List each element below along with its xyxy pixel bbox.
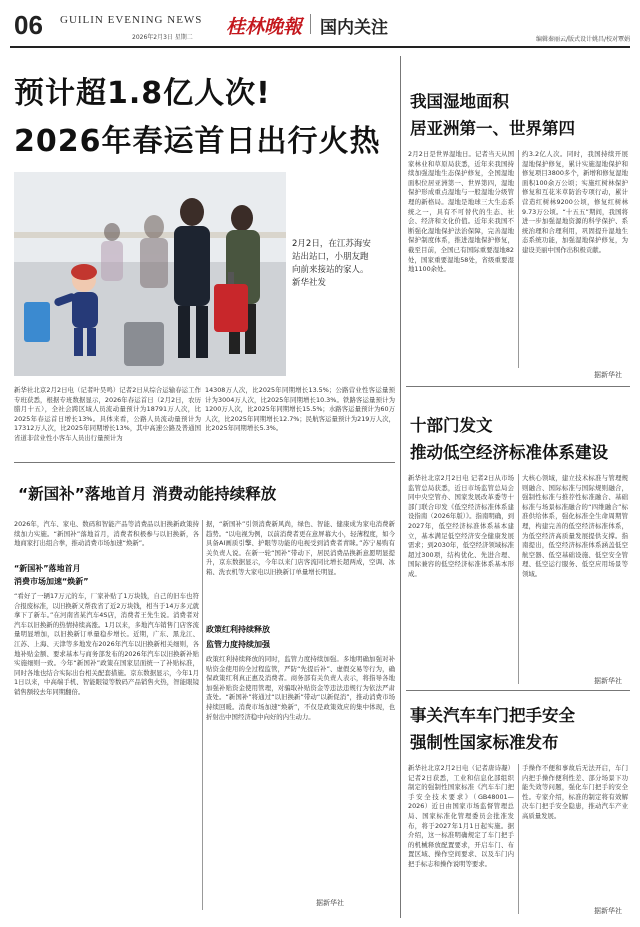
paper-name: GUILIN EVENING NEWS [60,14,203,26]
drone-headline-2: 推动低空经济标准体系建设 [410,443,608,462]
xinbu-subhead-2b: 监管力度持续加强 [206,640,270,649]
lead-photo [14,172,286,376]
xinbu-subhead-1b: 消费市场加速“焕新” [14,577,89,586]
xinbu-col1-intro: 2026年，汽车、家电、数码和智能产品等消费品以旧换新政策持续加力实施。“新国补”落地首月，消费者积极参与以旧换新，各地商家打出组合拳，推动消费市场加速“焕新”。 [14,520,199,548]
xinbu-subhead-1: “新国补”落地首月 [14,564,81,573]
lead-body-right: 14308万人次，比2025年同期增长13.5%；公路营业性客运量预计为3004万人次，比2025年同期增长10.3%。铁路客运量预计为1200万人次，比2025年同期增长15.5%；水路客运量预计为60万人次，比2025年同期增长12.7%；民航客运量预计为219万人次，比2025年同期增长5.3%。 [205,386,395,433]
drone-col1: 新华社北京2月2日电 记者2日从市场监管总局获悉，近日市场监管总局会同中央空管办、国家发展改革委等十部门联合印发《低空经济标准体系建设指南（2026年版）》。指南明确，到2027年，低空经济标准体系基本建立，基本满足低空经济安全健康发展需求；到2030年，低空经济领域标准超过300项，结构优化、先进合理、国际兼容的低空经济标准体系基本形成。 [408,474,514,578]
wetland-col1: 2月2日是世界湿地日。记者当天从国家林业和草原局获悉，近年来我国持续加强湿地生态保护修复，全国湿地面积位居亚洲第一、世界第四，湿地保护形成重点湿地与一般湿地分级管理的新格局。湿地是地球三大生态系统之一，具有不可替代的生态、社会、经济和文化价值。近年来我国不断强化湿地保护法治保障，完善湿地保护制度体系，推进湿地保护修复，截至目前，全国已有国际重要湿地82处，国家重要湿地58处，省级重要湿地1100余处。 [408,150,514,274]
xinbu-col2-body-b: 政策红利持续释放的同时，监管力度持续加强。多地明确加强对补贴资金使用的全过程监管，严防“先提后补”、虚假交易等行为，确保政策红利真正惠及消费者。商务部有关负责人表示，将指导各地加强补贴资金使用管理，对骗取补贴资金等违法违规行为依法严肃查处。“新国补”将通过“以旧换新”带动“以新促消”，推动消费市场持续回暖。消费市场加速“焕新”，不仅是政策效应的集中体现，也折射出中国经济稳中向好的内生动力。 [206,655,395,721]
drone-col2: 大核心领域，建立技术标准与管理规则融合、国际标准与国际规则融合，强制性标准与推荐性标准融合、基础标准与场景标准融合的“四维融合”标准供给体系，强化标准全生命周期管理，构建完善的低空经济标准体系，为低空经济高质量发展提供支撑。指南提出，低空经济标准体系涵盖低空航空器、低空基础设施、低空安全管理、低空运行服务、低空应用场景等领域。 [522,474,628,578]
xinbu-col2-body: 据，“新国补”引领消费新风尚，绿色、智能、健康成为家电消费新趋势。“以电视为例，以前消费者更在意屏幕大小，轻薄程度，如今具备AI画质引擎、护眼等功能的电视受到消费者青睐。”苏宁易购有关负责人说。在新一轮“国补”带动下，居民消费品换新意愿明显提升，京东数据显示，今年以来门店客流同比增长超两成，空调、冰箱、洗衣机等大家电以旧换新订单量增长明显。 [206,520,395,576]
car-col-divider [518,764,519,914]
drone-col-divider [518,474,519,684]
car-headline-1: 事关汽车车门把手安全 [410,706,575,725]
xinbu-subhead-2: 政策红利持续释放 [206,625,270,634]
section-title: 国内关注 [320,18,388,38]
section-divider [14,462,395,463]
right-divider-2 [406,690,630,691]
car-headline-2: 强制性国家标准发布 [410,733,559,752]
car-signature: 据新华社 [594,907,622,915]
wetland-headline-1: 我国湿地面积 [410,92,509,111]
lead-body-left: 新华社北京2月2日电（记者叶昊鸣）记者2日从综合运输春运工作专班获悉，根据专班数据显示，2026年春运首日（2月2日，农历腊月十五），全社会跨区域人员流动量预计为18791万人次，比2025年春运首日增长13%。具体来看，公路人员流动量预计为17312万人次，比2025年同期增长13%，其中高速公路及普通国省道非营业性小客车人员出行量预计为 [14,386,201,442]
paper-logo: 桂林晚報 [226,16,303,38]
masthead-rule [10,46,630,48]
drone-headline-1: 十部门发文 [410,416,493,435]
editor-credit: 编辑秦丽云/版式设计姚昌/校对覃娟 [535,36,630,43]
page-number: 06 [14,10,43,40]
xinbu-headline: “新国补”落地首月 消费动能持续释放 [18,485,277,503]
car-col2: 手操作不便和事故后无法开启，车门内把手操作便利性差、部分场景下功能失效等问题，强化车门把手的安全性。专家介绍，标准的制定将有效解决车门把手安全隐患，推动汽车产业高质量发展。 [522,764,628,820]
lead-headline-1: 预计超1.8亿人次! [14,76,271,111]
wetland-col-divider [518,150,519,368]
xinbu-col1-body: “看好了一辆17万元的车，厂家补贴了1万块钱，自己的旧车也符合报废标准，以旧换新又帮我省了近2万块钱，相当于14万多元就拿下了新车。”在河南省某汽车4S店，消费者王先生说。消费者对汽车以旧换新的热情持续高涨。1月以来，多地汽车销售门店客流量明显增加，以旧换新订单量稳步增长。近期，广东、黑龙江、江苏、上海、天津等多地发布2026年汽车以旧换新相关细则，各地补贴金额、要求基本与商务部发布的2026年汽车以旧换新补贴实施细则一致。今年“新国补”政策在国家层面统一了补贴标准，同时各地也结合实际出台相关配套措施。京东数据显示，今年1月1日以来，中高端手机、智能眼镜等数码产品销售火热，智能眼镜销售额较去年同期翻倍。 [14,592,199,696]
header-divider [310,14,311,34]
issue-date: 2026年2月3日 星期二 [132,34,193,41]
xinbu-signature: 据新华社 [316,899,344,907]
wetland-headline-2: 居亚洲第一、世界第四 [410,119,575,138]
masthead [0,0,640,46]
wetland-signature: 据新华社 [594,371,622,379]
lead-headline-2: 2026年春运首日出行火热 [14,124,381,159]
wetland-col2: 约3.2亿人次。同时，我国持续开展湿地保护修复，累计实施湿地保护和修复项目3800多个，新增和修复湿地面积100余万公顷；实施红树林保护修复和互花米草防治专项行动，累计营造红树林9200公顷，修复红树林9.73万公顷。“十五五”期间，我国将进一步加强湿地资源的科学保护、系统治理和合理利用，巩固提升湿地生态系统功能，加强湿地保护修复，为建设美丽中国作出积极贡献。 [522,150,628,254]
column-divider [202,520,203,910]
photo-caption: 2月2日，在江苏海安站出站口，小朋友跑向前来接站的家人。 新华社发 [292,239,371,288]
drone-signature: 据新华社 [594,677,622,685]
right-divider-1 [406,386,630,387]
page-column-divider [400,56,401,918]
car-col1: 新华社北京2月2日电（记者唐诗凝）记者2日获悉，工业和信息化部组织制定的强制性国家标准《汽车车门把手安全技术要求》（GB48001—2026）近日由国家市场监督管理总局、国家标准化管理委员会批准发布，将于2027年1月1日起实施。据介绍，这一标准明确规定了车门把手的机械释放配置要求，开启车门、布置区域、操作空间要求、以及车门内把手标志和操作说明等要求。 [408,764,514,868]
